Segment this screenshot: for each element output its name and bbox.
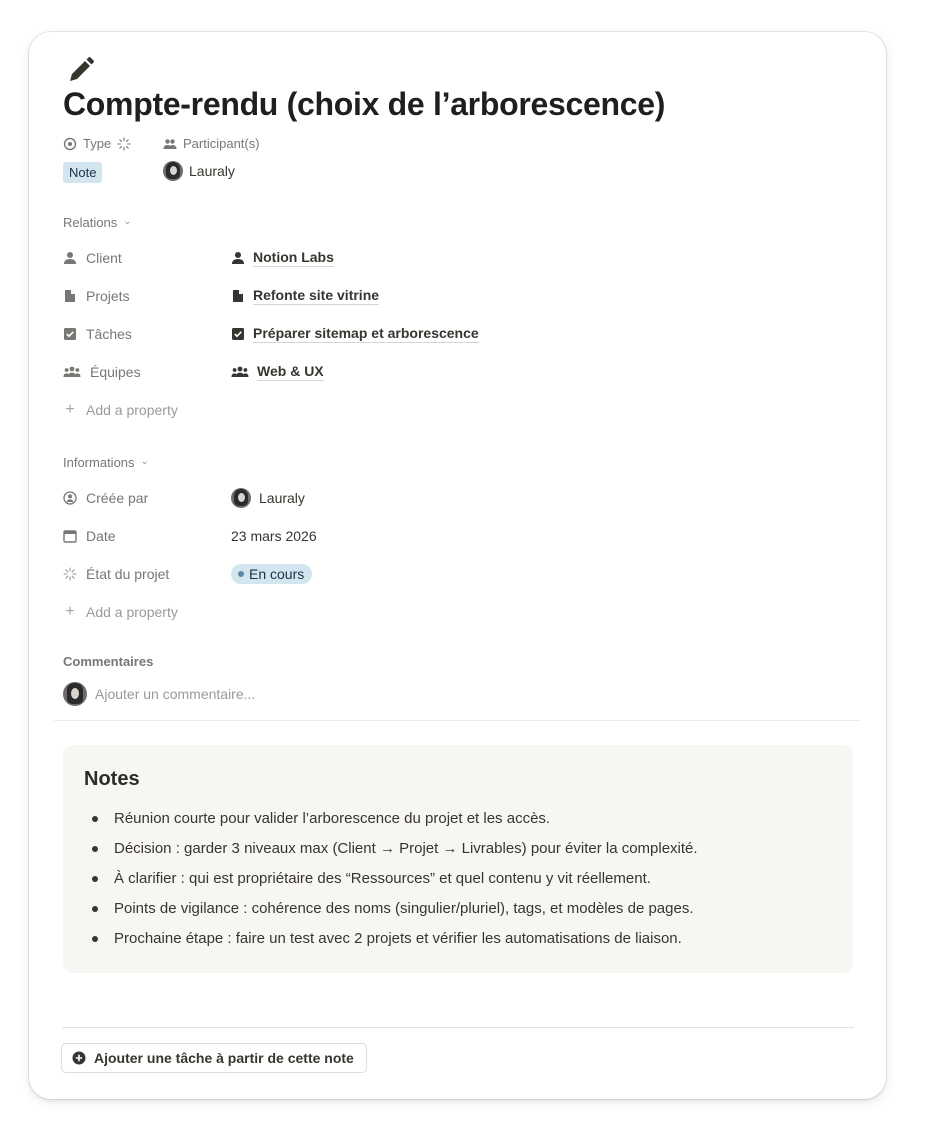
property-label: Équipes xyxy=(90,364,141,380)
plus-icon: + xyxy=(65,603,75,620)
property-label: État du projet xyxy=(86,566,170,582)
property-row-created-by[interactable] xyxy=(63,483,843,513)
page-card xyxy=(29,32,886,1099)
divider xyxy=(62,1027,854,1028)
property-name-projets[interactable] xyxy=(63,288,231,304)
checkbox-icon xyxy=(63,327,77,341)
status-burst-icon xyxy=(63,567,77,581)
person-icon xyxy=(231,251,245,265)
add-property-label: Add a property xyxy=(86,604,178,620)
property-row-client[interactable] xyxy=(63,243,843,273)
property-name-taches[interactable] xyxy=(63,326,231,342)
property-label: Tâches xyxy=(86,326,132,342)
document-icon xyxy=(231,289,245,303)
property-value-date[interactable] xyxy=(231,528,317,544)
add-task-label: Ajouter une tâche à partir de cette note xyxy=(94,1050,354,1066)
status-dot xyxy=(238,571,244,577)
notes-list xyxy=(84,808,698,958)
list-item[interactable]: Réunion courte pour valider l’arborescence du projet et les accès. xyxy=(84,808,698,838)
list-item[interactable]: Décision : garder 3 niveaux max (Client → Projet → Livrables) pour éviter la complexité. xyxy=(84,838,698,868)
property-value-client[interactable] xyxy=(231,249,334,267)
property-value-equipes[interactable] xyxy=(231,363,324,381)
property-label: Client xyxy=(86,250,122,266)
person-icon xyxy=(63,251,77,265)
property-row-taches[interactable] xyxy=(63,319,843,349)
property-name-date[interactable] xyxy=(63,528,231,544)
add-property-label: Add a property xyxy=(86,402,178,418)
participants-property-label[interactable] xyxy=(163,136,260,151)
date-value: 23 mars 2026 xyxy=(231,528,317,544)
property-label: Créée par xyxy=(86,490,149,506)
relation-link[interactable]: Préparer sitemap et arborescence xyxy=(253,325,479,341)
status-badge[interactable] xyxy=(231,564,312,584)
group-icon xyxy=(231,365,249,379)
property-value-created-by[interactable] xyxy=(231,488,305,508)
select-circle-icon xyxy=(63,137,77,151)
sparkle-icon[interactable] xyxy=(117,137,131,151)
notes-heading[interactable]: Notes xyxy=(84,768,140,790)
property-row-date[interactable] xyxy=(63,521,843,551)
informations-heading: Informations xyxy=(63,455,135,470)
property-value-projets[interactable] xyxy=(231,287,379,305)
participants-label: Participant(s) xyxy=(183,136,260,151)
group-icon xyxy=(63,365,81,379)
property-name-client[interactable] xyxy=(63,250,231,266)
type-property-label[interactable] xyxy=(63,136,131,151)
comments-heading: Commentaires xyxy=(63,654,154,669)
people-icon xyxy=(163,137,177,151)
relations-section-toggle[interactable] xyxy=(63,215,132,230)
divider xyxy=(54,720,861,721)
page-title[interactable]: Compte-rendu (choix de l’arborescence) xyxy=(63,86,666,122)
add-property-button-relations[interactable] xyxy=(63,401,178,419)
checkbox-icon xyxy=(231,327,245,341)
type-tag-note[interactable]: Note xyxy=(63,162,102,183)
list-item[interactable]: Prochaine étape : faire un test avec 2 projets et vérifier les automatisations de liaison. xyxy=(84,928,698,958)
avatar xyxy=(63,682,87,706)
plus-circle-icon xyxy=(72,1051,86,1065)
plus-icon: + xyxy=(65,401,75,418)
participant-chip[interactable] xyxy=(163,161,235,181)
property-name-equipes[interactable] xyxy=(63,364,231,380)
property-row-projets[interactable] xyxy=(63,281,843,311)
property-row-equipes[interactable] xyxy=(63,357,843,387)
avatar xyxy=(163,161,183,181)
status-text: En cours xyxy=(249,566,305,582)
comment-input-row[interactable] xyxy=(63,682,255,706)
notes-callout xyxy=(63,745,853,973)
property-value-taches[interactable] xyxy=(231,325,479,343)
property-name-status[interactable] xyxy=(63,566,231,582)
pencil-icon[interactable] xyxy=(65,54,97,86)
creator-name: Lauraly xyxy=(259,490,305,506)
relation-link[interactable]: Notion Labs xyxy=(253,249,334,265)
property-name-created-by[interactable] xyxy=(63,490,231,506)
type-label: Type xyxy=(83,136,112,151)
chevron-down-icon: ⌄ xyxy=(123,216,132,227)
document-icon xyxy=(63,289,77,303)
informations-section-toggle[interactable] xyxy=(63,455,149,470)
list-item[interactable]: Points de vigilance : cohérence des noms (singulier/pluriel), tags, et modèles de pages. xyxy=(84,898,698,928)
property-row-status[interactable] xyxy=(63,559,843,589)
add-property-button-informations[interactable] xyxy=(63,603,178,621)
user-circle-icon xyxy=(63,491,77,505)
participant-name: Lauraly xyxy=(189,163,235,179)
avatar xyxy=(231,488,251,508)
property-value-status[interactable] xyxy=(231,564,312,584)
list-item[interactable]: À clarifier : qui est propriétaire des “Ressources” et quel contenu y vit réellement. xyxy=(84,868,698,898)
property-label: Projets xyxy=(86,288,130,304)
chevron-down-icon: ⌄ xyxy=(140,456,149,467)
property-label: Date xyxy=(86,528,116,544)
relation-link[interactable]: Refonte site vitrine xyxy=(253,287,380,303)
calendar-icon xyxy=(63,529,77,543)
comment-input[interactable]: Ajouter un commentaire... xyxy=(95,686,256,702)
relations-heading: Relations xyxy=(63,215,118,230)
add-task-button[interactable] xyxy=(61,1043,367,1073)
relation-link[interactable]: Web & UX xyxy=(257,363,324,379)
